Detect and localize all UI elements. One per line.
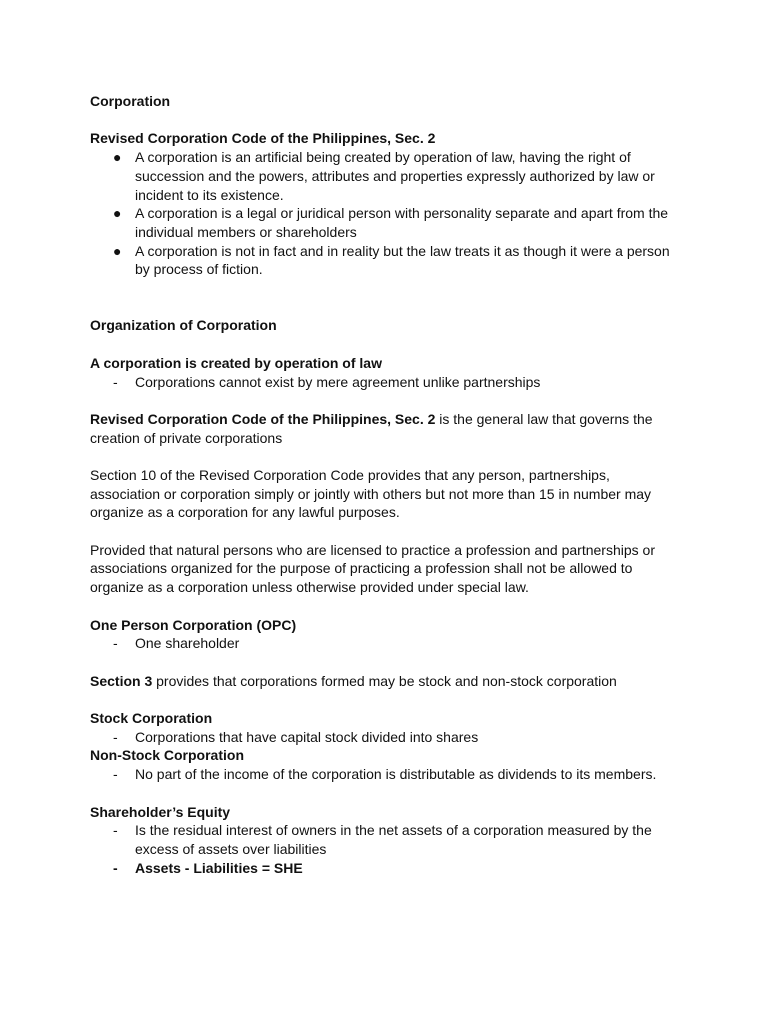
bullet-icon: ●	[113, 205, 122, 222]
list-item: - No part of the income of the corporation is distributable as dividends to its members.	[113, 766, 657, 783]
doc-title: Corporation	[90, 93, 171, 109]
sec2-heading: Revised Corporation Code of the Philippines, Sec. 2	[90, 130, 436, 147]
section3-paragraph: Section 3 provides that corporations formed may be stock and non-stock corporation	[90, 672, 617, 689]
section10-paragraph: Section 10 of the Revised Corporation Code provides that any person, partnerships, association or corporation simply or jointly with others but not more than 15 in number may organize as a corporation for any lawful purposes.	[90, 466, 652, 521]
dash-icon: -	[113, 766, 118, 783]
dash-icon: -	[113, 859, 118, 876]
she-heading: Shareholder’s Equity	[90, 803, 231, 820]
stock-dash-list	[90, 728, 680, 747]
list-item: - Corporations that have capital stock divided into shares	[113, 728, 479, 745]
opc-heading: One Person Corporation (OPC)	[90, 616, 297, 633]
bullet-icon: ●	[113, 242, 122, 259]
document-page	[90, 92, 680, 877]
list-item: ● A corporation is a legal or juridical person with personality separate and apart from the individual members or shareholders	[113, 205, 669, 240]
created-heading: A corporation is created by operation of law	[90, 354, 382, 371]
list-item: - One shareholder	[113, 635, 240, 652]
stock-heading: Stock Corporation	[90, 710, 213, 727]
org-heading: Organization of Corporation	[90, 317, 277, 334]
provided-paragraph: Provided that natural persons who are licensed to practice a profession and partnerships or associations organized for the purpose of practicing a profession shall not be allowed to organize as a corporation unless otherwise provided under special law.	[90, 541, 655, 596]
sec2-bullet-list	[90, 148, 680, 279]
created-dash-list	[90, 373, 680, 392]
she-dash-list	[90, 821, 680, 877]
list-item: ● A corporation is an artificial being created by operation of law, having the right of succession and the powers, attributes and properties expressly authorized by law or incident to its existence.	[113, 149, 655, 203]
nonstock-heading: Non-Stock Corporation	[90, 747, 244, 764]
list-item: ● A corporation is not in fact and in reality but the law treats it as though it were a person by process of fiction.	[113, 242, 670, 278]
dash-icon: -	[113, 822, 118, 839]
dash-icon: -	[113, 635, 118, 652]
nonstock-dash-list	[90, 765, 680, 784]
dash-icon: -	[113, 728, 118, 745]
bullet-icon: ●	[113, 149, 122, 166]
opc-dash-list	[90, 634, 680, 653]
list-item: - Is the residual interest of owners in the net assets of a corporation measured by the excess of assets over liabilities	[113, 822, 652, 857]
dash-icon: -	[113, 373, 118, 390]
list-item: - Assets - Liabilities = SHE	[113, 859, 303, 876]
list-item: - Corporations cannot exist by mere agreement unlike partnerships	[113, 373, 541, 390]
general-law-paragraph: Revised Corporation Code of the Philippines, Sec. 2 is the general law that governs the creation of private corporations	[90, 410, 653, 446]
